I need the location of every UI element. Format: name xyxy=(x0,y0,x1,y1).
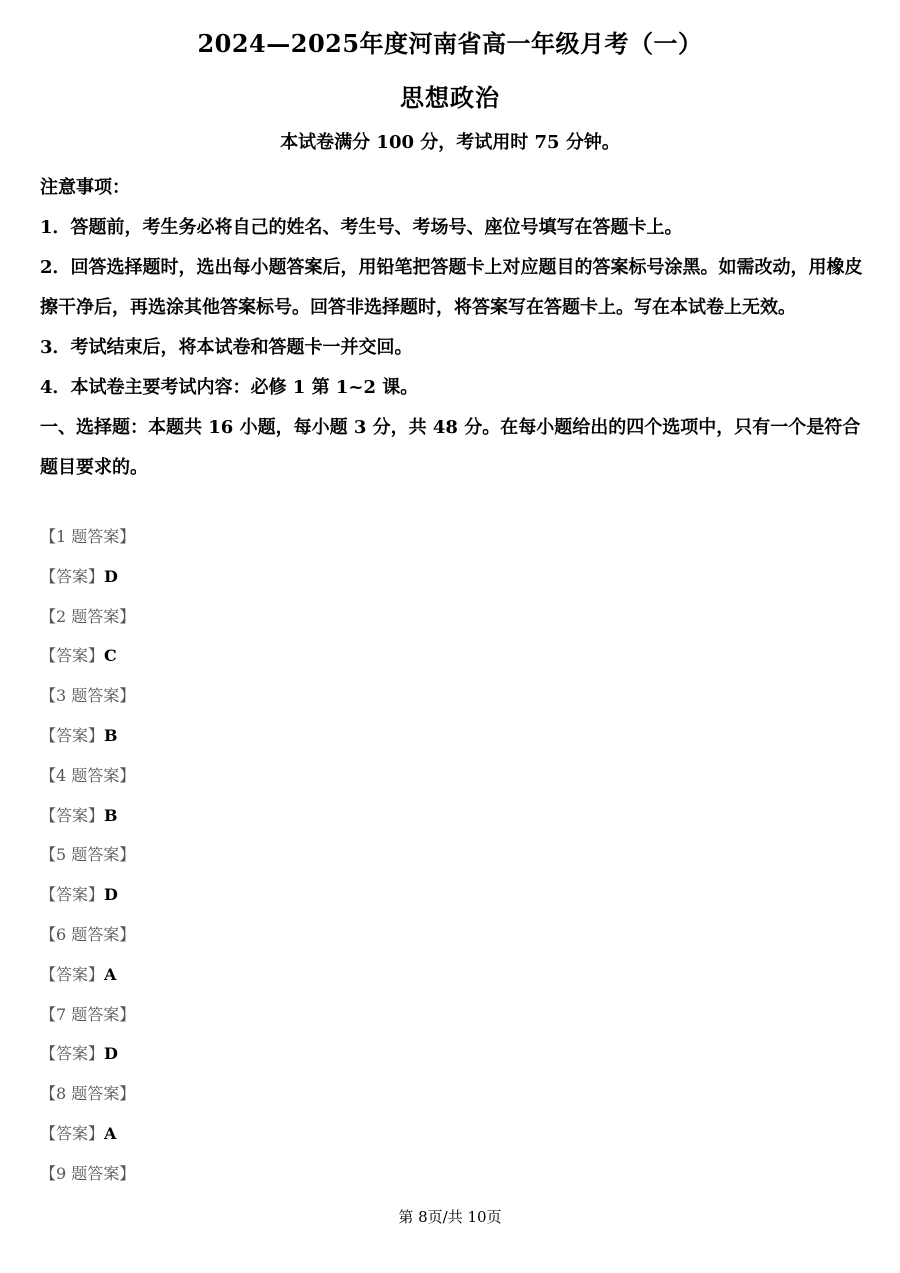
answer-label: 【答案】 xyxy=(40,646,105,666)
question-header: 【6 题答案】 xyxy=(40,924,136,944)
answer-value: D xyxy=(104,1044,118,1064)
answer-row xyxy=(40,1118,860,1158)
question-header: 【9 题答案】 xyxy=(40,1163,136,1183)
answer-label: 【答案】 xyxy=(40,964,105,984)
question-header: 【1 题答案】 xyxy=(40,527,136,546)
exam-info: 本试卷满分 100 分，考试用时 75 分钟。 xyxy=(280,132,620,153)
page-number: 第 8页/共 10页 xyxy=(398,1208,502,1226)
answer-value: D xyxy=(104,885,118,905)
answer-row xyxy=(40,959,860,999)
instructions xyxy=(40,168,870,488)
answer-value: B xyxy=(104,805,118,825)
answer-value: B xyxy=(104,725,118,745)
question-header: 【3 题答案】 xyxy=(40,686,136,706)
question-header: 【4 题答案】 xyxy=(40,765,136,785)
answer-row xyxy=(40,561,860,601)
answer-row xyxy=(40,720,860,760)
instruction-item-1: 1．答题前，考生务必将自己的姓名、考生号、考场号、座位号填写在答题卡上。 xyxy=(40,217,683,238)
instructions-heading: 注意事项： xyxy=(40,177,130,198)
answer-value: C xyxy=(104,646,117,666)
instruction-item-4: 4．本试卷主要考试内容：必修 1 第 1~2 课。 xyxy=(40,377,419,398)
answer-value: A xyxy=(104,1123,117,1143)
answer-value: A xyxy=(104,964,117,984)
section-heading: 一、选择题：本题共 16 小题，每小题 3 分，共 48 分。在每小题给出的四个选项中，只有一个是符合题目要求的。 xyxy=(40,417,861,478)
answer-row xyxy=(40,640,860,680)
answer-row xyxy=(40,1038,860,1078)
question-header: 【2 题答案】 xyxy=(40,606,136,626)
answer-label: 【答案】 xyxy=(40,566,105,586)
question-header: 【5 题答案】 xyxy=(40,845,136,865)
document-title: 2024—2025年度河南省高一年级月考（一） xyxy=(197,29,703,58)
answer-list xyxy=(40,521,860,1198)
answer-value: D xyxy=(104,566,118,586)
answer-label: 【答案】 xyxy=(40,885,105,905)
answer-label: 【答案】 xyxy=(40,725,105,745)
question-header: 【7 题答案】 xyxy=(40,1004,136,1024)
question-header: 【8 题答案】 xyxy=(40,1084,136,1104)
answer-label: 【答案】 xyxy=(40,1123,105,1143)
answer-label: 【答案】 xyxy=(40,805,105,825)
instruction-item-3: 3．考试结束后，将本试卷和答题卡一并交回。 xyxy=(40,337,413,358)
instruction-item-2: 2．回答选择题时，选出每小题答案后，用铅笔把答题卡上对应题目的答案标号涂黑。如需改动，用橡皮擦干净后，再选涂其他答案标号。回答非选择题时，将答案写在答题卡上。写在本试卷上无效。 xyxy=(40,257,863,318)
answer-row xyxy=(40,800,860,840)
answer-row xyxy=(40,879,860,919)
subject-title: 思想政治 xyxy=(400,83,500,112)
answer-label: 【答案】 xyxy=(40,1044,105,1064)
